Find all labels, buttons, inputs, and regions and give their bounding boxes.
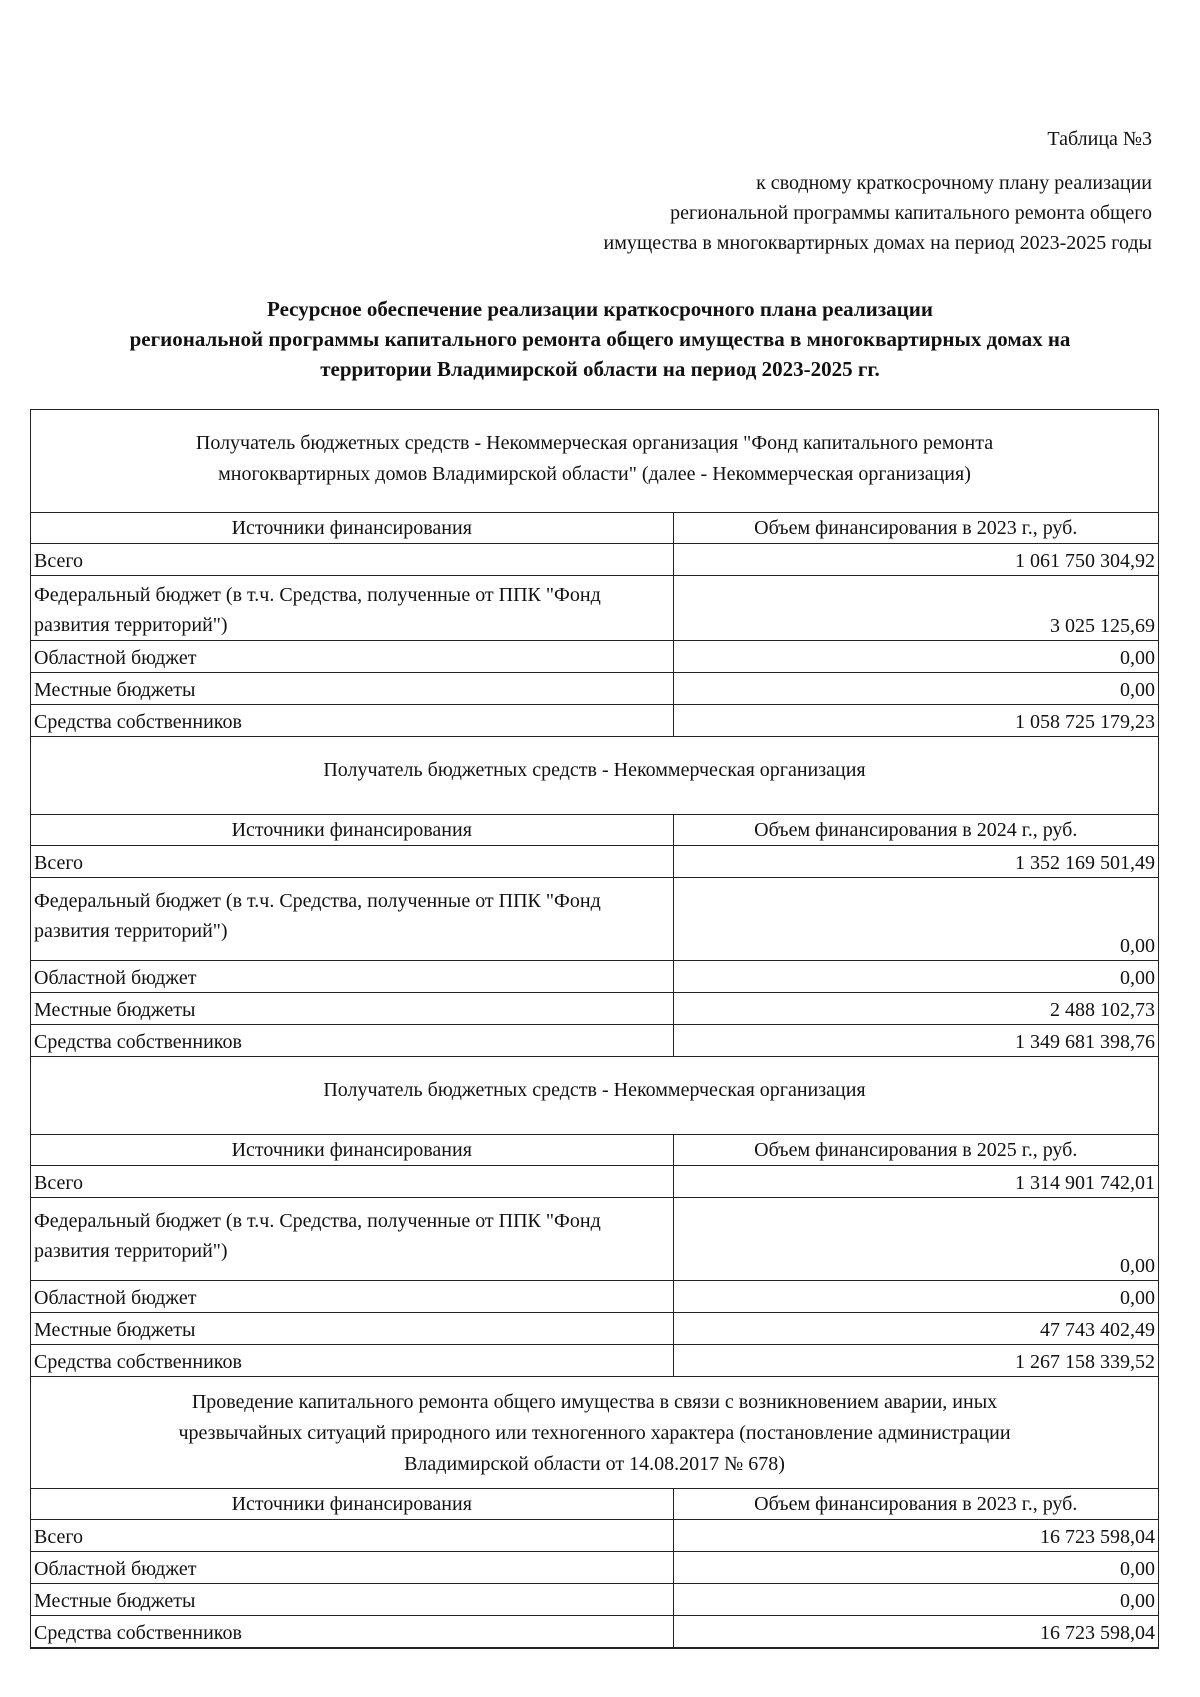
table-row [31,1584,1158,1616]
row-value: 0,00 [673,878,1158,961]
col-amount-header: Объем финансирования в 2023 г., руб. [673,513,1158,544]
row-label: Местные бюджеты [31,1313,673,1345]
table-row [31,1198,1158,1281]
col-source-header: Источники финансирования [31,513,673,544]
table-row [31,846,1158,878]
row-label: Федеральный бюджет (в т.ч. Средства, полученные от ППК "Фонд развития территорий") [31,1198,673,1281]
table-row [31,576,1158,641]
document-title [30,294,1170,384]
section-header-line: многоквартирных домов Владимирской области" (далее - Некоммерческая организация) [218,463,971,485]
table-row [31,641,1158,673]
row-value: 1 267 158 339,52 [673,1345,1158,1377]
table-row [31,1281,1158,1313]
row-value: 16 723 598,04 [673,1520,1158,1552]
row-label: Средства собственников [31,1616,673,1648]
row-value: 16 723 598,04 [673,1616,1158,1648]
section-header-emergency [31,1377,1158,1489]
row-value: 0,00 [673,1584,1158,1616]
row-label: Всего [31,1166,673,1198]
row-label: Местные бюджеты [31,1584,673,1616]
section-header-line: чрезвычайных ситуаций природного или техногенного характера (постановление администрации [178,1422,1011,1444]
section-header-line: Владимирской области от 14.08.2017 № 678) [404,1453,785,1475]
row-label: Федеральный бюджет (в т.ч. Средства, полученные от ППК "Фонд развития территорий") [31,576,673,641]
row-value: 0,00 [673,1198,1158,1281]
section-header-2024 [31,737,1158,815]
table-row [31,1025,1158,1057]
row-label: Средства собственников [31,705,673,737]
col-source-header: Источники финансирования [31,1489,673,1520]
table-row [31,1313,1158,1345]
section-header-line: Проведение капитального ремонта общего имущества в связи с возникновением аварии, иных [191,1391,998,1413]
table-header-row [31,1135,1158,1166]
funding-table-2025 [31,1135,1158,1377]
appendix-note [392,168,1152,258]
row-label: Средства собственников [31,1345,673,1377]
table-row [31,544,1158,576]
row-label: Местные бюджеты [31,673,673,705]
row-label: Областной бюджет [31,961,673,993]
row-label: Областной бюджет [31,1281,673,1313]
row-value: 1 352 169 501,49 [673,846,1158,878]
col-amount-header: Объем финансирования в 2024 г., руб. [673,815,1158,846]
table-number: Таблица №3 [1047,128,1152,150]
appendix-line: региональной программы капитального ремонта общего [670,202,1152,224]
row-value: 1 061 750 304,92 [673,544,1158,576]
table-row [31,1166,1158,1198]
row-value: 0,00 [673,1281,1158,1313]
row-label: Областной бюджет [31,1552,673,1584]
row-value: 3 025 125,69 [673,576,1158,641]
row-value: 0,00 [673,673,1158,705]
table-row [31,961,1158,993]
funding-table-2024 [31,815,1158,1057]
funding-table-2023 [31,513,1158,737]
table-row [31,878,1158,961]
row-value: 47 743 402,49 [673,1313,1158,1345]
funding-table-frame [30,409,1159,1649]
table-header-row [31,513,1158,544]
row-value: 2 488 102,73 [673,993,1158,1025]
row-value: 0,00 [673,961,1158,993]
row-label: Всего [31,1520,673,1552]
section-header-line: Получатель бюджетных средств - Некоммерческая организация [323,759,866,781]
title-line: региональной программы капитального ремонта общего имущества в многоквартирных домах на [129,327,1071,351]
table-row [31,1520,1158,1552]
table-row [31,993,1158,1025]
appendix-line: к сводному краткосрочному плану реализации [756,172,1152,194]
row-label: Федеральный бюджет (в т.ч. Средства, полученные от ППК "Фонд развития территорий") [31,878,673,961]
table-row [31,1552,1158,1584]
row-label: Всего [31,544,673,576]
row-value: 1 058 725 179,23 [673,705,1158,737]
table-row [31,705,1158,737]
table-row [31,1616,1158,1648]
appendix-line: имущества в многоквартирных домах на период 2023-2025 годы [603,232,1152,254]
col-source-header: Источники финансирования [31,815,673,846]
table-header-row [31,815,1158,846]
table-header-row [31,1489,1158,1520]
table-row [31,1345,1158,1377]
col-source-header: Источники финансирования [31,1135,673,1166]
section-header-line: Получатель бюджетных средств - Некоммерческая организация [323,1079,866,1101]
title-line: территории Владимирской области на период 2023-2025 гг. [320,357,880,381]
row-label: Всего [31,846,673,878]
col-amount-header: Объем финансирования в 2025 г., руб. [673,1135,1158,1166]
title-line: Ресурсное обеспечение реализации краткосрочного плана реализации [267,297,933,321]
section-header-2023 [31,410,1158,513]
col-amount-header: Объем финансирования в 2023 г., руб. [673,1489,1158,1520]
funding-table-emergency [31,1489,1158,1648]
row-value: 1 349 681 398,76 [673,1025,1158,1057]
row-label: Областной бюджет [31,641,673,673]
row-value: 1 314 901 742,01 [673,1166,1158,1198]
table-row [31,673,1158,705]
row-label: Местные бюджеты [31,993,673,1025]
section-header-2025 [31,1057,1158,1135]
row-value: 0,00 [673,641,1158,673]
section-header-line: Получатель бюджетных средств - Некоммерческая организация "Фонд капитального ремонта [195,432,994,454]
row-value: 0,00 [673,1552,1158,1584]
row-label: Средства собственников [31,1025,673,1057]
